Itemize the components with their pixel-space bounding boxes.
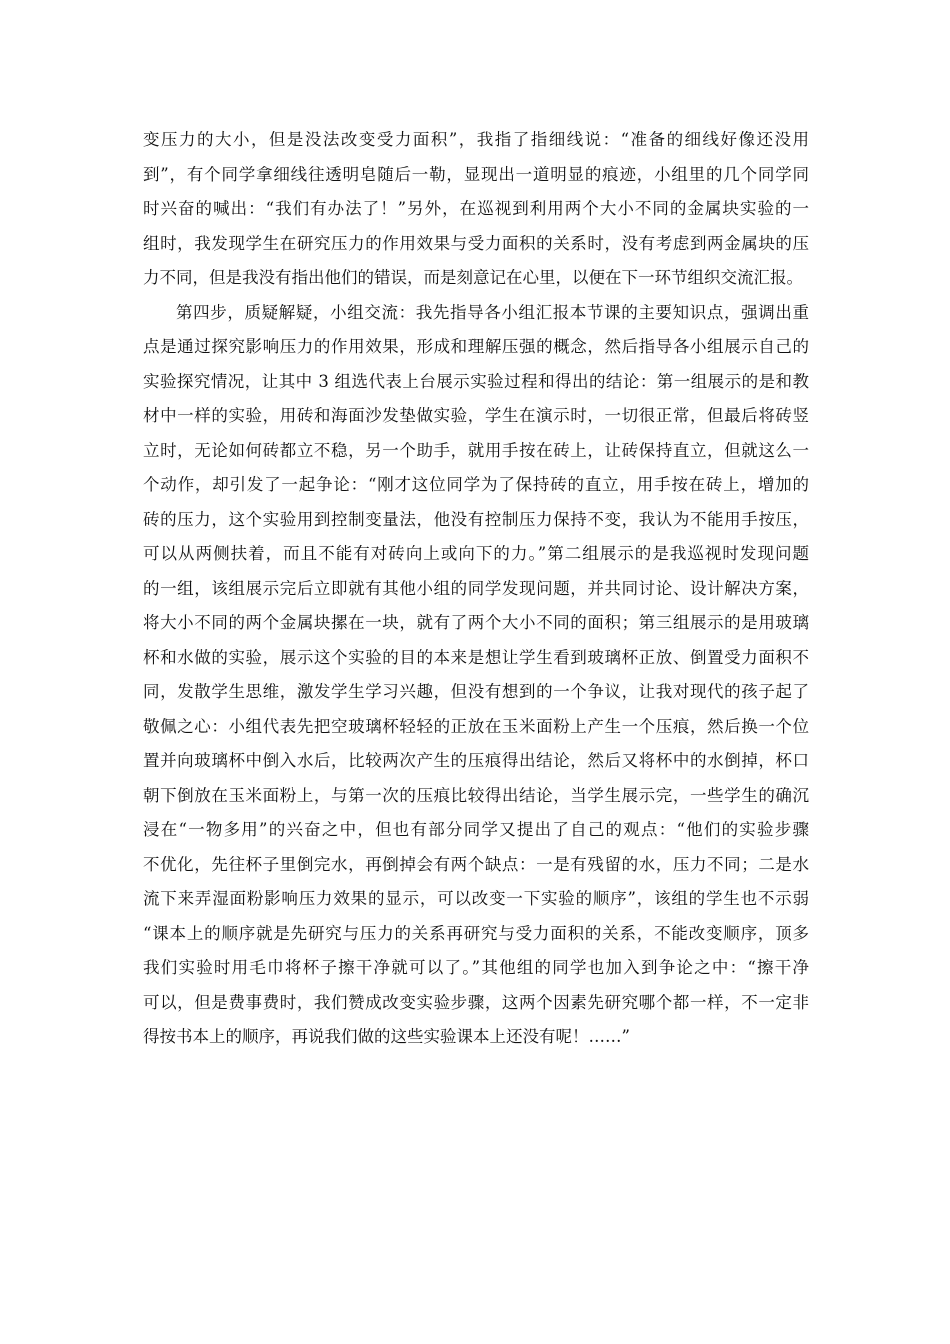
text-line: 立时，无论如何砖都立不稳，另一个助手，就用手按在砖上，让砖保持直立，但就这么一: [143, 440, 809, 460]
text-line: 砖的压力，这个实验用到控制变量法，他没有控制压力保持不变，我认为不能用手按压，: [143, 509, 809, 529]
text-line: 浸在“一物多用”的兴奋之中，但也有部分同学又提出了自己的观点：“他们的实验步骤: [143, 820, 809, 839]
paragraph-1: [143, 123, 809, 296]
text-line: 置并向玻璃杯中倒入水后，比较两次产生的压痕得出结论，然后又将杯中的水倒掉，杯口: [143, 751, 809, 770]
text-line: 实验探究情况，让其中 3 组选代表上台展示实验过程和得出的结论：第一组展示的是和教: [143, 371, 809, 391]
paragraph-2: [143, 296, 809, 1055]
text-line: 个动作，却引发了一起争论：“刚才这位同学为了保持砖的直立，用手按在砖上，增加的: [143, 475, 809, 494]
text-line: 同，发散学生思维，激发学生学习兴趣，但没有想到的一个争议，让我对现代的孩子起了: [143, 682, 809, 701]
text-line: 第四步，质疑解疑，小组交流：我先指导各小组汇报本节课的主要知识点，强调出重: [176, 302, 809, 322]
text-line: 变压力的大小，但是没法改变受力面积”，我指了指细线说：“准备的细线好像还没用: [143, 130, 809, 149]
text-line: 的一组，该组展示完后立即就有其他小组的同学发现问题，并共同讨论、设计解决方案，: [143, 578, 809, 598]
text-line: 时兴奋的喊出：“我们有办法了！”另外，在巡视到利用两个大小不同的金属块实验的一: [143, 199, 809, 218]
text-line: 组时，我发现学生在研究压力的作用效果与受力面积的关系时，没有考虑到两金属块的压: [143, 233, 809, 253]
text-line: 材中一样的实验，用砖和海面沙发垫做实验，学生在演示时，一切很正常，但最后将砖竖: [143, 406, 809, 425]
text-line: “课本上的顺序就是先研究与压力的关系再研究与受力面积的关系，不能改变顺序，顶多: [143, 923, 809, 943]
text-line: 流下来弄湿面粉影响压力效果的显示，可以改变一下实验的顺序”，该组的学生也不示弱: [143, 889, 809, 908]
text-line: 力不同，但是我没有指出他们的错误，而是刻意记在心里，以便在下一环节组织交流汇报。: [143, 268, 803, 287]
text-line: 敬佩之心：小组代表先把空玻璃杯轻轻的正放在玉米面粉上产生一个压痕，然后换一个位: [143, 716, 809, 736]
text-line: 可以从两侧扶着，而且不能有对砖向上或向下的力。”第二组展示的是我巡视时发现问题: [143, 544, 809, 563]
body-text: [143, 123, 809, 1055]
text-line: 可以，但是费事费时，我们赞成改变实验步骤，这两个因素先研究哪个都一样，不一定非: [143, 992, 809, 1012]
text-line: 杯和水做的实验，展示这个实验的目的本来是想让学生看到玻璃杯正放、倒置受力面积不: [143, 647, 809, 667]
text-line: 将大小不同的两个金属块摞在一块，就有了两个大小不同的面积；第三组展示的是用玻璃: [143, 613, 809, 632]
text-line: 到”，有个同学拿细线往透明皂随后一勒，显现出一道明显的痕迹，小组里的几个同学同: [143, 164, 809, 184]
text-line: 点是通过探究影响压力的作用效果，形成和理解压强的概念，然后指导各小组展示自己的: [143, 337, 809, 356]
text-line: 朝下倒放在玉米面粉上，与第一次的压痕比较得出结论，当学生展示完，一些学生的确沉: [143, 785, 809, 805]
text-line: 得按书本上的顺序，再说我们做的这些实验课本上还没有呢！……”: [143, 1027, 630, 1046]
text-line: 我们实验时用毛巾将杯子擦干净就可以了。”其他组的同学也加入到争论之中：“擦干净: [143, 958, 809, 977]
text-line: 不优化，先往杯子里倒完水，再倒掉会有两个缺点：一是有残留的水，压力不同；二是水: [143, 854, 809, 874]
